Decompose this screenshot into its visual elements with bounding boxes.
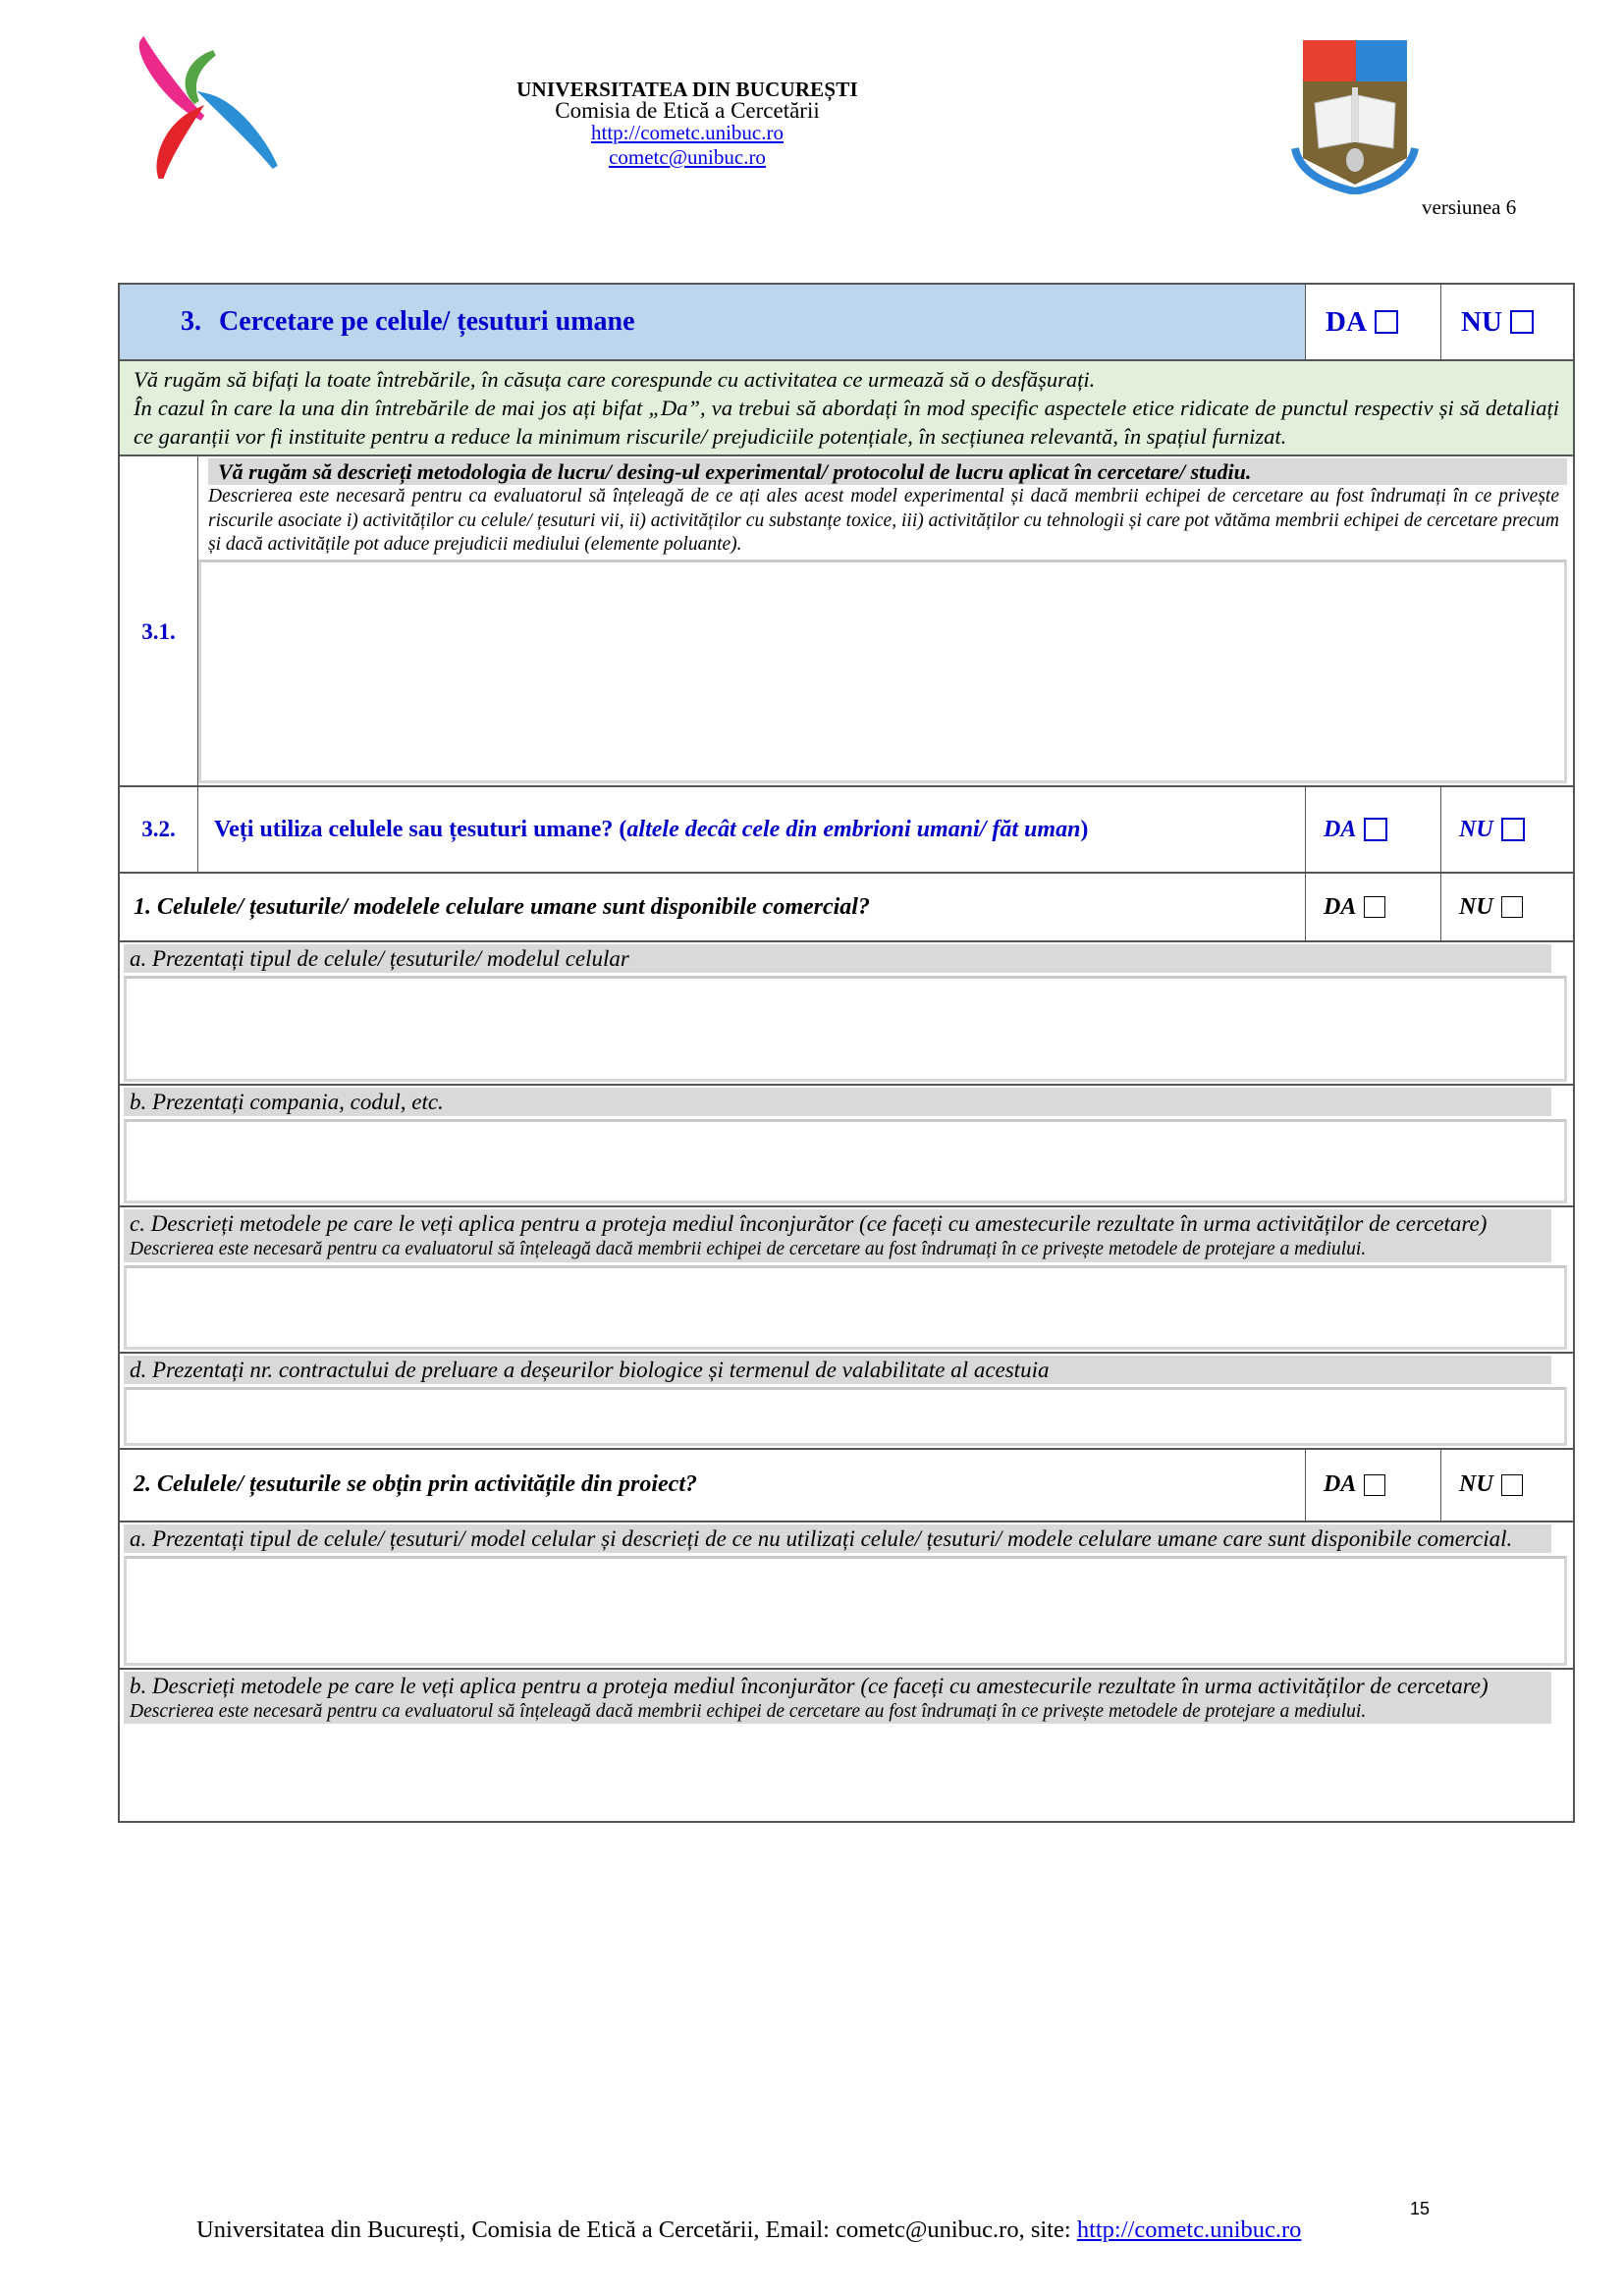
question-2-yes-label: DA (1324, 1471, 1357, 1497)
question-1c-answer-field[interactable] (124, 1265, 1567, 1350)
section-number: 3. (181, 306, 201, 337)
section-no-label: NU (1461, 305, 1502, 338)
question-3-1-answer-field[interactable] (198, 560, 1567, 784)
question-3-2-no-cell (1441, 787, 1573, 872)
university-crest (1291, 32, 1419, 194)
question-3-1-description: Descrierea este necesară pentru ca evaluatorul să înțeleagă de ce ați ales acest model experimental și dacă membrii echipei de cercetare au fost îndrumați în ce privește riscurile asociate i) activităților cu celule/ țesuturi vii, ii) activităților cu substanțe toxice, iii) activităților cu tehnologii și care pot vătăma membrii echipei de cercetare precum și dacă activitățile pot aduce prejudicii mediului (elemente poluante). (208, 486, 1559, 555)
question-1-no-checkbox[interactable] (1501, 896, 1523, 918)
site-link[interactable]: http://cometc.unibuc.ro (591, 121, 784, 144)
university-name: UNIVERSITATEA DIN BUCUREȘTI (516, 78, 858, 101)
section-no-checkbox[interactable] (1510, 310, 1534, 334)
question-3-2-yes-label: DA (1324, 816, 1357, 842)
question-3-2-main: Veți utiliza celulele sau țesuturi umane? ( (214, 816, 627, 842)
page-footer (196, 2216, 1301, 2244)
question-1b-answer-field[interactable] (124, 1119, 1567, 1203)
section-yes-label: DA (1326, 305, 1367, 338)
email-link[interactable]: cometc@unibuc.ro (609, 145, 766, 169)
question-2-row (120, 1450, 1573, 1522)
instructions-box (120, 361, 1573, 456)
question-1c-text: c. Descrieți metodele pe care le veți aplica pentru a proteja mediul înconjurător (ce faceți cu amestecurile rezultate în urma activităților de cercetare) (130, 1211, 1488, 1236)
question-1-yes-cell (1306, 874, 1441, 940)
header-block (393, 79, 982, 171)
question-2-yes-checkbox[interactable] (1364, 1474, 1385, 1496)
question-1c-note: Descrierea este necesară pentru ca evaluatorul să înțeleagă dacă membrii echipei de cercetare au fost îndrumați în ce privește metodele de protejare a mediului. (130, 1239, 1367, 1259)
question-3-2-number: 3.2. (120, 787, 198, 872)
question-2b-block (120, 1670, 1573, 1821)
question-1-row (120, 874, 1573, 942)
version-label: versiunea 6 (1422, 195, 1517, 219)
question-2-no-checkbox[interactable] (1501, 1474, 1523, 1496)
question-1b-block (120, 1086, 1573, 1207)
section-yes-checkbox[interactable] (1375, 310, 1398, 334)
question-1-yes-label: DA (1324, 893, 1357, 920)
question-1d-answer-field[interactable] (124, 1387, 1567, 1446)
question-1-text: 1. Celulele/ țesuturile/ modelele celulare umane sunt disponibile comercial? (120, 874, 1306, 940)
footer-text: Universitatea din București, Comisia de Etică a Cercetării, Email: cometc@unibuc.ro, site: (196, 2216, 1077, 2243)
commission-logo (126, 31, 283, 179)
question-2-no-label: NU (1459, 1471, 1493, 1497)
section-title-text: Cercetare pe celule/ țesuturi umane (219, 306, 635, 337)
commission-name: Comisia de Etică a Cercetării (555, 98, 820, 123)
question-3-2-no-label: NU (1459, 816, 1493, 842)
question-2-text: 2. Celulele/ țesuturile se obțin prin activitățile din proiect? (120, 1450, 1306, 1521)
question-3-2-end: ) (1080, 816, 1089, 842)
section-header-row (120, 285, 1573, 361)
question-2a-block (120, 1522, 1573, 1670)
instructions-line-1: Vă rugăm să bifați la toate întrebările, în căsuța care corespunde cu activitatea ce urmează să o desfășurați. (134, 367, 1096, 392)
question-3-2-text (198, 787, 1306, 872)
question-1d-block (120, 1354, 1573, 1450)
question-3-1-number: 3.1. (120, 456, 198, 785)
question-1d-prompt: d. Prezentați nr. contractului de preluare a deșeurilor biologice și termenul de valabilitate al acestuia (124, 1356, 1551, 1384)
question-1c-prompt (124, 1209, 1551, 1262)
question-1b-prompt: b. Prezentați compania, codul, etc. (124, 1088, 1551, 1116)
question-2-yes-cell (1306, 1450, 1441, 1521)
section-no-cell (1441, 285, 1573, 359)
question-2b-note: Descrierea este necesară pentru ca evaluatorul să înțeleagă dacă membrii echipei de cercetare au fost îndrumați în ce privește metodele de protejare a mediului. (130, 1700, 1367, 1722)
question-2b-prompt (124, 1672, 1551, 1725)
question-2a-answer-field[interactable] (124, 1556, 1567, 1666)
question-1a-block (120, 942, 1573, 1086)
question-1-no-label: NU (1459, 893, 1493, 920)
question-3-1-row (120, 456, 1573, 787)
section-title (120, 285, 1306, 359)
question-1a-answer-field[interactable] (124, 976, 1567, 1082)
page-number: 15 (1410, 2199, 1431, 2218)
question-1-no-cell (1441, 874, 1573, 940)
question-1-yes-checkbox[interactable] (1364, 896, 1385, 918)
question-2a-prompt: a. Prezentați tipul de celule/ țesuturi/ model celular și descrieți de ce nu utilizați celule/ țesuturi/ modele celulare umane care sunt disponibile comercial. (124, 1524, 1551, 1553)
ethics-form-section (118, 283, 1575, 1823)
question-3-1-text: Vă rugăm să descrieți metodologia de lucru/ desing-ul experimental/ protocolul de lucru aplicat în cercetare/ studiu. (208, 458, 1567, 485)
question-3-2-yes-checkbox[interactable] (1364, 818, 1387, 841)
footer-site-link[interactable]: http://cometc.unibuc.ro (1076, 2216, 1302, 2243)
question-2b-text: b. Descrieți metodele pe care le veți aplica pentru a proteja mediul înconjurător (ce faceți cu amestecurile rezultate în urma activităților de cercetare) (130, 1673, 1489, 1698)
question-1a-prompt: a. Prezentați tipul de celule/ țesuturile/ modelul celular (124, 944, 1551, 973)
question-3-2-note: altele decât cele din embrioni umani/ făt uman (626, 816, 1081, 842)
question-3-2-yes-cell (1306, 787, 1441, 872)
question-2-no-cell (1441, 1450, 1573, 1521)
instructions-line-2: În cazul în care la una din întrebările de mai jos ați bifat „Da”, va trebui să abordați în mod specific aspectele etice ridicate de punctul respectiv și să detaliați ce garanții vor fi instituite pentru a reduce la minimum riscurile/ prejudiciile potențiale, în secțiunea relevantă, în spațiul furnizat. (134, 396, 1559, 449)
question-1c-block (120, 1207, 1573, 1354)
question-3-2-row (120, 787, 1573, 874)
question-3-2-no-checkbox[interactable] (1501, 818, 1525, 841)
section-yes-cell (1306, 285, 1441, 359)
